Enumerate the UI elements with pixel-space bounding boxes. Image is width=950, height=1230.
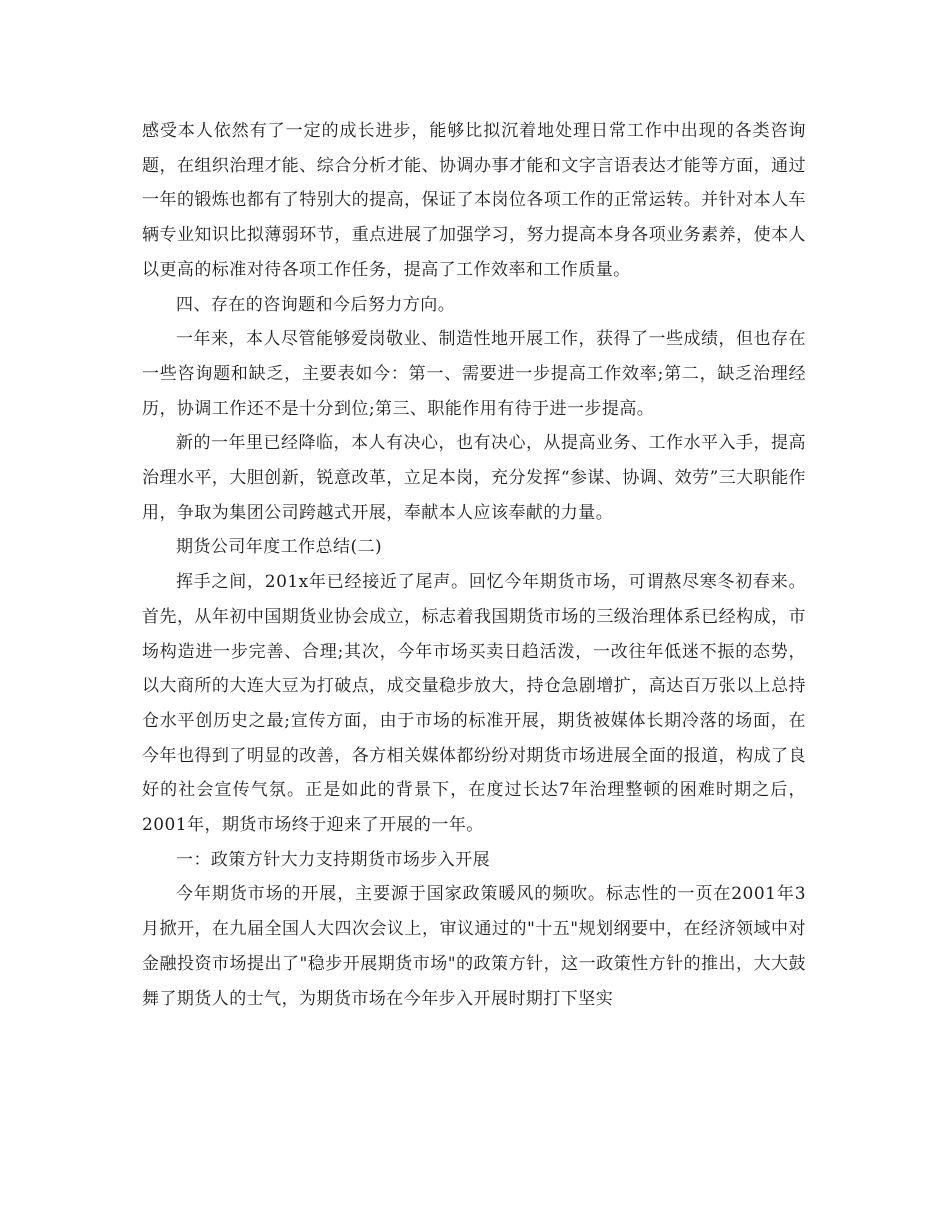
document-title-part-two: 期货公司年度工作总结(二) [176, 537, 383, 558]
document-body [142, 114, 806, 1016]
paragraph-policy: 今年期货市场的开展，主要源于国家政策暖风的频吹。标志性的一页在2001年3月掀开，在九届全国人大四次会议上，审议通过的"十五"规划纲要中，在经济领域中对金融投资市场提出了"稳步开展期货市场"的政策方针，这一政策性方针的推出，大大鼓舞了期货人的士气，为期货市场在今年步入开展时期打下坚实 [142, 884, 806, 1009]
paragraph-new-year: 新的一年里已经降临，本人有决心，也有决心，从提高业务、工作水平入手，提高治理水平，大胆创新，锐意改革，立足本岗，充分发挥“参谋、协调、效劳”三大职能作用，争取为集团公司跨越式开展，奉献本人应该奉献的力量。 [142, 433, 806, 523]
section-heading-problems: 四、存在的咨询题和今后努力方向。 [176, 294, 456, 315]
section-heading-policy: 一：政策方针大力支持期货市场步入开展 [176, 849, 491, 870]
paragraph-continued: 感受本人依然有了一定的成长进步，能够比拟沉着地处理日常工作中出现的各类咨询题，在组织治理才能、综合分析才能、协调办事才能和文字言语表达才能等方面，通过一年的锻炼也都有了特别大的提高，保证了本岗位各项工作的正常运转。并针对本人车辆专业知识比拟薄弱环节，重点进展了加强学习，努力提高本身各项业务素养，使本人以更高的标准对待各项工作任务，提高了工作效率和工作质量。 [142, 121, 806, 280]
paragraph-market-review: 挥手之间，201x年已经接近了尾声。回忆今年期货市场，可谓熬尽寒冬初春来。首先，从年初中国期货业协会成立，标志着我国期货市场的三级治理体系已经构成，市场构造进一步完善、合理;其次，今年市场买卖日趋活泼，一改往年低迷不振的态势，以大商所的大连大豆为打破点，成交量稳步放大，持仓急剧增扩，高达百万张以上总持仓水平创历史之最;宣传方面，由于市场的标准开展，期货被媒体长期冷落的场面，在今年也得到了明显的改善，各方相关媒体都纷纷对期货市场进展全面的报道，构成了良好的社会宣传气氛。正是如此的背景下，在度过长达7年治理整顿的困难时期之后，2001年，期货市场终于迎来了开展的一年。 [142, 572, 806, 836]
paragraph-problems: 一年来，本人尽管能够爱岗敬业、制造性地开展工作，获得了一些成绩，但也存在一些咨询题和缺乏，主要表如今：第一、需要进一步提高工作效率;第二，缺乏治理经历，协调工作还不是十分到位;第三、职能作用有待于进一步提高。 [142, 329, 806, 419]
